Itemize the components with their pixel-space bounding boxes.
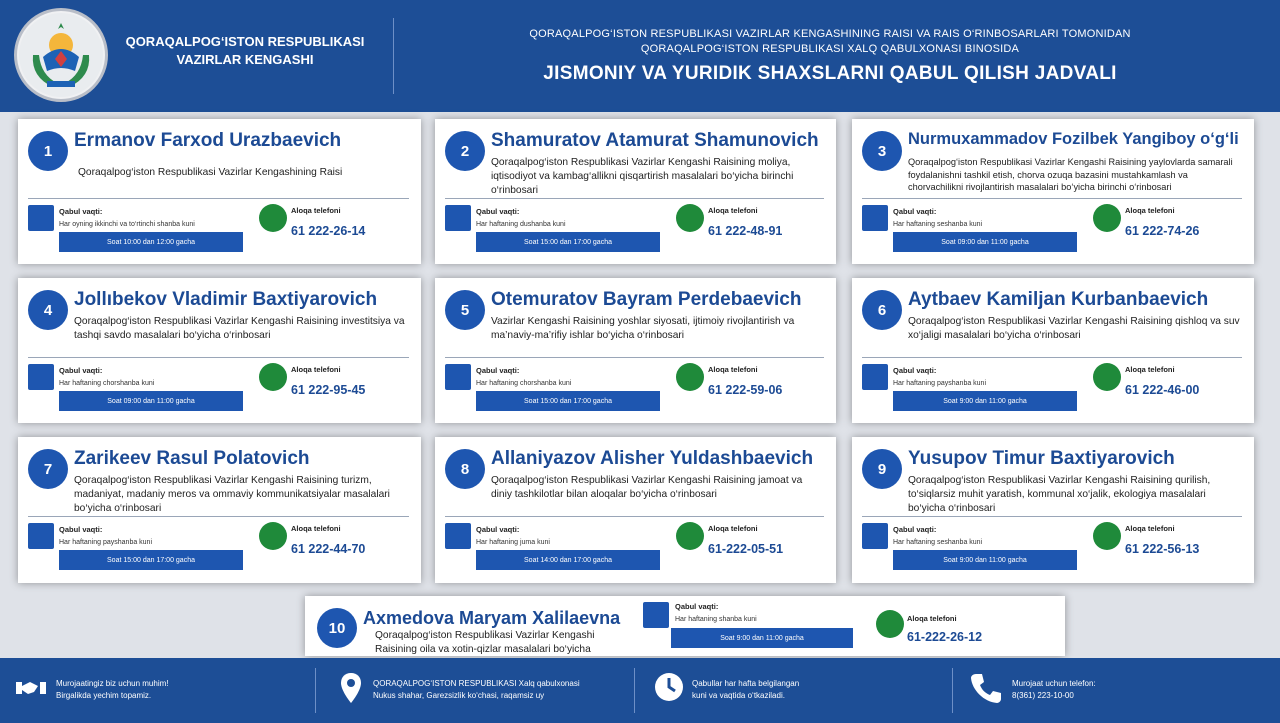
phone-label: Aloqa telefoni [291,365,341,374]
reception-time: Soat 9:00 dan 11:00 gacha [893,391,1077,411]
phone-icon [676,204,704,232]
phone-label: Aloqa telefoni [708,365,758,374]
phone-number[interactable]: 61 222-74-26 [1125,224,1200,238]
footer-schedule-line-2: kuni va vaqtida o‘tkaziladi. [692,691,785,700]
phone-number[interactable]: 61 222-95-45 [291,383,366,397]
page-title: JISMONIY VA YURIDIK SHAXSLARNI QABUL QILISH JADVALI [543,63,1117,84]
reception-time: Soat 15:00 dan 17:00 gacha [476,391,660,411]
footer-contact-phone[interactable]: 8(361) 223-10-00 [1012,691,1074,700]
footer-message [56,678,169,702]
card-divider [862,198,1242,199]
phone-icon [876,610,904,638]
calendar-icon [445,205,471,231]
official-card [852,119,1254,264]
official-name: Aytbaev Kamiljan Kurbanbaevich [908,289,1209,310]
card-number: 3 [862,131,902,171]
official-name: Jollıbekov Vladimir Baxtiyarovich [74,289,378,310]
phone-label: Aloqa telefoni [907,614,957,623]
official-role: Vazirlar Kengashi Raisining yoshlar siyosati, ijtimoiy rivojlantirish va ma’naviy-ma’rifiy ishlar bo‘yicha o‘rinbosari [491,316,795,341]
reception-time: Soat 09:00 dan 11:00 gacha [59,391,243,411]
official-role: Qoraqalpog‘iston Respublikasi Vazirlar Kengashi Raisining yaylovlarda samarali foydalanishni tashkil etish, chorva ozuqa bazasini mustahkamlash va chorvachilikni rivojlantirish masalalari bo‘yicha birinchi o‘rinbosari [908,157,1233,192]
calendar-icon [862,523,888,549]
reception-days: Har haftaning payshanba kuni [893,380,987,387]
official-card [305,596,1065,656]
reception-label: Qabul vaqti: [476,366,520,375]
org-line-1: QORAQALPOG‘ISTON RESPUBLIKASI [125,34,365,49]
card-number: 8 [445,449,485,489]
official-card [852,437,1254,583]
footer [0,658,1280,723]
phone-number[interactable]: 61 222-46-00 [1125,383,1200,397]
official-role: Qoraqalpog‘iston Respublikasi Vazirlar Kengashining Raisi [78,167,343,178]
card-divider [28,198,409,199]
calendar-icon [445,364,471,390]
official-name: Nurmuxammadov Fozilbek Yangiboy o‘g‘li [908,130,1239,148]
calendar-icon [643,602,669,628]
calendar-icon [445,523,471,549]
card-divider [28,516,409,517]
card-divider [445,357,824,358]
phone-label: Aloqa telefoni [1125,365,1175,374]
official-role: Qoraqalpog‘iston Respublikasi Vazirlar Kengashi Raisining qishloq va suv xo‘jaligi masalalari bo‘yicha o‘rinbosari [908,316,1240,341]
phone-icon [1093,204,1121,232]
phone-label: Aloqa telefoni [291,524,341,533]
reception-days: Har haftaning shanba kuni [675,616,757,623]
footer-schedule [692,678,799,702]
reception-days: Har haftaning juma kuni [476,539,550,546]
phone-icon [676,522,704,550]
official-card [852,278,1254,423]
calendar-icon [862,364,888,390]
phone-number[interactable]: 61-222-26-12 [907,630,983,644]
reception-label: Qabul vaqti: [893,525,937,534]
clock-icon [654,672,684,707]
official-name: Otemuratov Bayram Perdebaevich [491,289,802,310]
reception-days: Har haftaning dushanba kuni [476,221,566,228]
reception-label: Qabul vaqti: [59,366,103,375]
official-name: Allaniyazov Alisher Yuldashbaevich [491,448,814,469]
official-card [435,437,836,583]
phone-number[interactable]: 61 222-48-91 [708,224,783,238]
footer-divider [315,668,316,713]
official-role: Qoraqalpog‘iston Respublikasi Vazirlar Kengashi Raisining qurilish, to‘siqlarsiz muhit yaratish, kommunal xo‘jalik, ekologiya masalalari bo‘yicha o‘rinbosari [908,475,1211,514]
card-number: 4 [28,290,68,330]
reception-days: Har haftaning chorshanba kuni [476,380,572,387]
footer-address-line-1: QORAQALPOG‘ISTON RESPUBLIKASI Xalq qabulxonasi [373,679,580,688]
card-divider [445,516,824,517]
calendar-icon [28,205,54,231]
header-title-block [410,27,1250,85]
reception-days: Har haftaning seshanba kuni [893,221,983,228]
footer-contact [1012,678,1096,702]
footer-message-line-2: Birgalikda yechim topamiz. [56,691,152,700]
official-role: Qoraqalpog‘iston Respublikasi Vazirlar Kengashi Raisining moliya, iqtisodiyot va kambag‘allikni qisqartirish masalalari bo‘yicha birinchi o‘rinbosari [491,157,794,196]
coat-of-arms-emblem [14,8,108,102]
phone-label: Aloqa telefoni [1125,206,1175,215]
footer-divider [634,668,635,713]
calendar-icon [28,364,54,390]
official-role: Qoraqalpog‘iston Respublikasi Vazirlar Kengashi Raisining oila va xotin-qizlar masalalari bo‘yicha [375,630,595,655]
reception-time: Soat 09:00 dan 11:00 gacha [893,232,1077,252]
header [0,0,1280,112]
reception-time: Soat 9:00 dan 11:00 gacha [671,628,853,648]
card-number: 2 [445,131,485,171]
phone-label: Aloqa telefoni [291,206,341,215]
reception-days: Har oyning ikkinchi va to‘rtinchi shanba kuni [59,221,195,228]
reception-time: Soat 15:00 dan 17:00 gacha [59,550,243,570]
card-divider [862,516,1242,517]
org-line-2: VAZIRLAR KENGASHI [176,52,314,67]
reception-label: Qabul vaqti: [476,525,520,534]
card-number: 1 [28,131,68,171]
official-card [435,278,836,423]
phone-number[interactable]: 61 222-44-70 [291,542,366,556]
official-card [435,119,836,264]
official-name: Zarikeev Rasul Polatovich [74,448,310,469]
official-card [18,119,421,264]
phone-handset-icon [970,672,1002,709]
header-divider [393,18,394,94]
card-divider [28,357,409,358]
calendar-icon [862,205,888,231]
reception-days: Har haftaning seshanba kuni [893,539,983,546]
card-number: 7 [28,449,68,489]
footer-message-line-1: Murojaatingiz biz uchun muhim! [56,679,169,688]
card-divider [445,198,824,199]
footer-address [373,678,580,702]
location-pin-icon [340,672,362,709]
reception-label: Qabul vaqti: [893,207,937,216]
phone-label: Aloqa telefoni [1125,524,1175,533]
header-subline-2: QORAQALPOG‘ISTON RESPUBLIKASI XALQ QABULXONASI BINOSIDA [640,43,1020,55]
official-name: Axmedova Maryam Xalilaevna [363,608,621,628]
calendar-icon [28,523,54,549]
reception-label: Qabul vaqti: [893,366,937,375]
phone-number[interactable]: 61-222-05-51 [708,542,784,556]
official-name: Shamuratov Atamurat Shamunovich [491,130,819,151]
footer-divider [952,668,953,713]
phone-icon [259,204,287,232]
phone-label: Aloqa telefoni [708,524,758,533]
official-card [18,437,421,583]
card-number: 9 [862,449,902,489]
footer-address-line-2: Nukus shahar, Garezsizlik ko‘chasi, raqamsiz uy [373,691,545,700]
reception-time: Soat 9:00 dan 11:00 gacha [893,550,1077,570]
card-number: 6 [862,290,902,330]
official-name: Ermanov Farxod Urazbaevich [74,130,342,151]
reception-time: Soat 15:00 dan 17:00 gacha [476,232,660,252]
handshake-icon [16,678,46,705]
reception-time: Soat 14:00 dan 17:00 gacha [476,550,660,570]
organization-name [120,33,370,69]
card-divider [862,357,1242,358]
footer-schedule-line-1: Qabullar har hafta belgilangan [692,679,800,688]
reception-label: Qabul vaqti: [675,602,719,611]
header-subline-1: QORAQALPOG‘ISTON RESPUBLIKASI VAZIRLAR KENGASHINING RAISI VA RAIS O‘RINBOSARLARI TOMONIDAN [529,28,1131,40]
phone-icon [259,363,287,391]
official-name: Yusupov Timur Baxtiyarovich [908,448,1175,469]
phone-number[interactable]: 61 222-59-06 [708,383,783,397]
official-role: Qoraqalpog‘iston Respublikasi Vazirlar Kengashi Raisining turizm, madaniyat, madaniy meros va ommaviy kommunikatsiyalar masalalari bo‘yicha o‘rinbosari [74,475,390,514]
card-number: 5 [445,290,485,330]
reception-days: Har haftaning chorshanba kuni [59,380,155,387]
official-card [18,278,421,423]
official-role: Qoraqalpog‘iston Respublikasi Vazirlar Kengashi Raisining jamoat va diniy tashkilotlar bilan aloqalar bo‘yicha o‘rinbosari [491,475,803,500]
reception-time: Soat 10:00 dan 12:00 gacha [59,232,243,252]
card-number: 10 [317,608,357,648]
phone-number[interactable]: 61 222-56-13 [1125,542,1200,556]
official-role: Qoraqalpog‘iston Respublikasi Vazirlar Kengashi Raisining investitsiya va tashqi savdo masalalari bo‘yicha o‘rinbosari [74,316,405,341]
phone-icon [1093,522,1121,550]
reception-days: Har haftaning payshanba kuni [59,539,153,546]
reception-label: Qabul vaqti: [476,207,520,216]
phone-label: Aloqa telefoni [708,206,758,215]
footer-contact-label: Murojaat uchun telefon: [1012,679,1096,688]
phone-icon [1093,363,1121,391]
phone-icon [676,363,704,391]
reception-label: Qabul vaqti: [59,207,103,216]
phone-number[interactable]: 61 222-26-14 [291,224,366,238]
phone-icon [259,522,287,550]
reception-label: Qabul vaqti: [59,525,103,534]
